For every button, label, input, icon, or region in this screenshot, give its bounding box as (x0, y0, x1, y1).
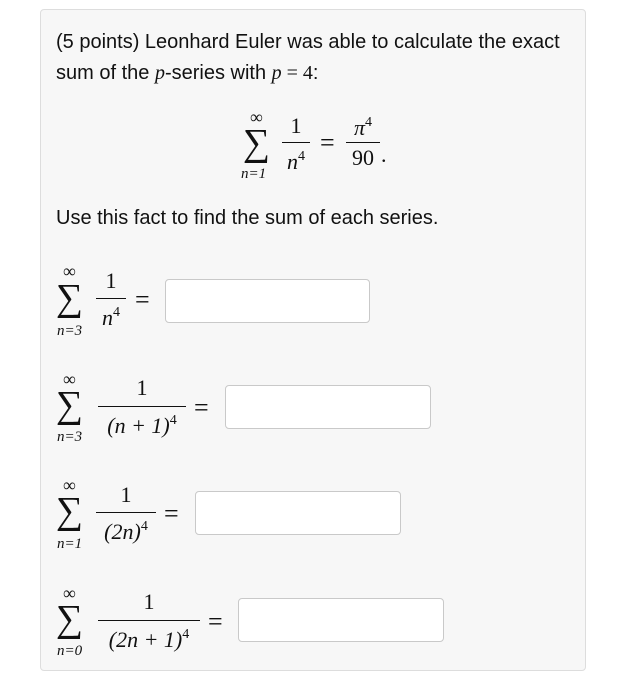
p-equals-four: = 4 (281, 62, 313, 84)
series-2-fraction-bar (98, 406, 186, 407)
given-rhs-numerator: $\pi^4$ (353, 115, 373, 140)
series-4-sum-upper: ∞ (63, 583, 76, 603)
series-1-equals: = (135, 285, 150, 314)
problem-suffix: : (312, 62, 319, 84)
series-2-sum-upper: ∞ (63, 369, 76, 389)
p-variable-2: p (271, 62, 282, 84)
problem-middle: -series with (164, 62, 272, 84)
series-1-sum-upper: ∞ (63, 261, 76, 281)
given-period: . (381, 142, 387, 167)
instruction-text: Use this fact to find the sum of each series. (56, 207, 439, 229)
series-2-sigma-symbol: ∑ (56, 384, 84, 426)
series-4-numerator: 1 (143, 589, 155, 614)
given-rhs-denominator: 90 (352, 145, 374, 170)
series-2-equals: = (194, 393, 209, 422)
series-1-denominator: $n^4$ (102, 305, 120, 330)
series-3-denominator: $(2n)^4$ (104, 519, 148, 544)
series-2-numerator: 1 (136, 375, 148, 400)
series-4-sigma-symbol: ∑ (56, 598, 84, 640)
series-3-sigma-symbol: ∑ (56, 490, 84, 532)
series-2-denominator: $(n + 1)^4$ (107, 413, 177, 438)
given-sigma-symbol: ∑ (243, 122, 271, 164)
series-4-sum-lower: n=0 (57, 643, 83, 659)
series-2-sum-lower: n=3 (57, 429, 83, 445)
given-numerator: 1 (290, 113, 302, 138)
given-rhs-fraction-bar (346, 142, 380, 143)
given-equals: = (320, 128, 335, 157)
series-3-sum-lower: n=1 (57, 536, 83, 552)
series-4-equals: = (208, 607, 223, 636)
series-3-sum-upper: ∞ (63, 475, 76, 495)
series-4-answer-input[interactable] (238, 598, 444, 642)
series-4-denominator: $(2n + 1)^4$ (108, 627, 190, 652)
series-3-answer-input[interactable] (195, 491, 401, 535)
p-variable: p (154, 62, 165, 84)
series-1-numerator: 1 (105, 268, 117, 293)
series-1-sigma-symbol: ∑ (56, 277, 84, 319)
problem-prefix: (5 points) Leonhard Euler was able to calculate the exact sum of the (56, 31, 560, 84)
given-fraction-bar (282, 142, 310, 143)
series-1-fraction-bar (96, 298, 126, 299)
series-1-answer-input[interactable] (165, 279, 370, 323)
series-2-answer-input[interactable] (225, 385, 431, 429)
series-1-sum-lower: n=3 (57, 323, 83, 339)
series-3-numerator: 1 (120, 482, 132, 507)
given-denominator: $n^4$ (287, 149, 305, 174)
given-sum-upper: ∞ (250, 107, 263, 127)
series-3-equals: = (164, 499, 179, 528)
problem-statement (56, 27, 566, 89)
given-sum-lower: n=1 (241, 166, 267, 182)
series-4-fraction-bar (98, 620, 200, 621)
question-card (40, 9, 586, 671)
series-3-fraction-bar (96, 512, 156, 513)
